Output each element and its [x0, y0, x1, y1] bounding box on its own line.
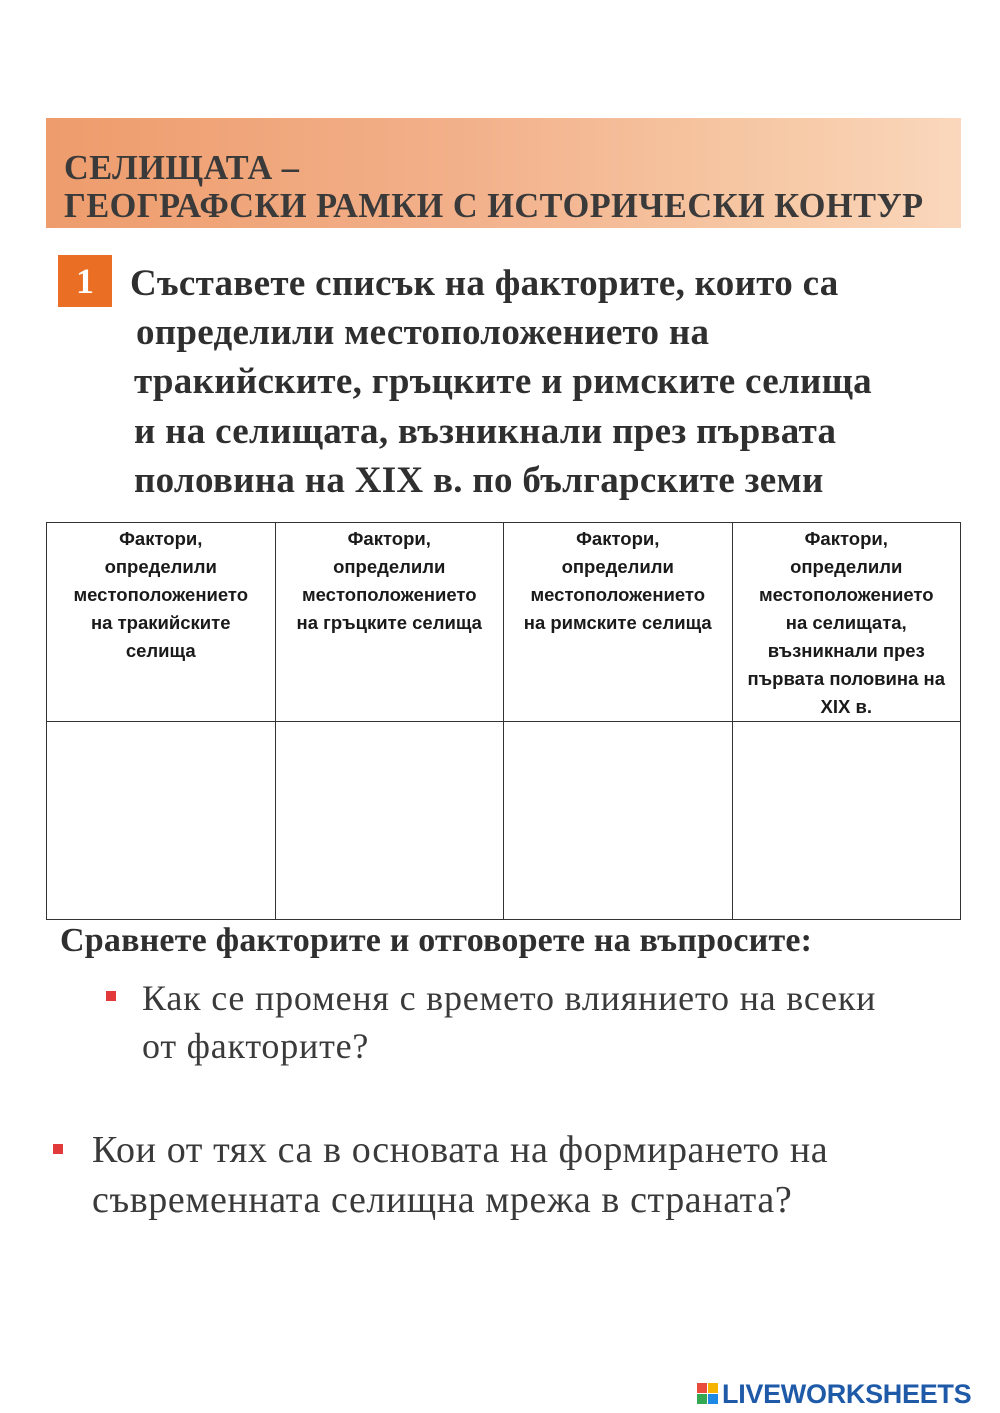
task-text-line-4: и на селищата, възникнали през първата — [134, 411, 837, 452]
factors-table — [46, 522, 961, 920]
liveworksheets-logo-icon — [697, 1383, 719, 1405]
table-header-cell: Фактори, определили местоположението на гръцките селища — [275, 523, 504, 722]
question-1-line-2: от факторите? — [142, 1026, 370, 1066]
question-2-line-2: съвременната селищна мрежа в страната? — [92, 1179, 793, 1221]
answer-cell-greek[interactable] — [275, 722, 504, 920]
table-header-cell: Фактори, определили местоположението на тракийските селища — [47, 523, 276, 722]
bullet-icon — [53, 1144, 63, 1154]
answer-cell-roman[interactable] — [504, 722, 733, 920]
table-header-cell: Фактори, определили местоположението на селищата, възникнали през първата половина на XIX в. — [732, 523, 961, 722]
task-text-line-1: Съставете списък на факторите, които са — [130, 263, 839, 304]
question-2-line-1: Кои от тях са в основата на формирането на — [92, 1129, 829, 1171]
page-title-line-1: СЕЛИЩАТА – — [64, 148, 300, 187]
liveworksheets-logo — [697, 1376, 971, 1412]
task-number-badge: 1 — [58, 255, 112, 307]
task-text-line-3: тракийските, гръцките и римските селища — [134, 361, 872, 402]
answer-cell-thracian[interactable] — [47, 722, 276, 920]
task-text-line-2: определили местоположението на — [136, 312, 710, 353]
compare-heading: Сравнете факторите и отговорете на въпросите: — [60, 922, 813, 959]
page-title-line-2: ГЕОГРАФСКИ РАМКИ С ИСТОРИЧЕСКИ КОНТУР — [64, 186, 924, 225]
task-text-line-5: половина на XIX в. по българските земи — [134, 460, 824, 501]
answer-cell-19th-century[interactable] — [732, 722, 961, 920]
question-1-line-1: Как се променя с времето влиянието на всеки — [142, 978, 877, 1018]
logo-text: LIVEWORKSHEETS — [722, 1378, 972, 1409]
table-header-cell: Фактори, определили местоположението на римските селища — [504, 523, 733, 722]
bullet-icon — [106, 991, 116, 1001]
